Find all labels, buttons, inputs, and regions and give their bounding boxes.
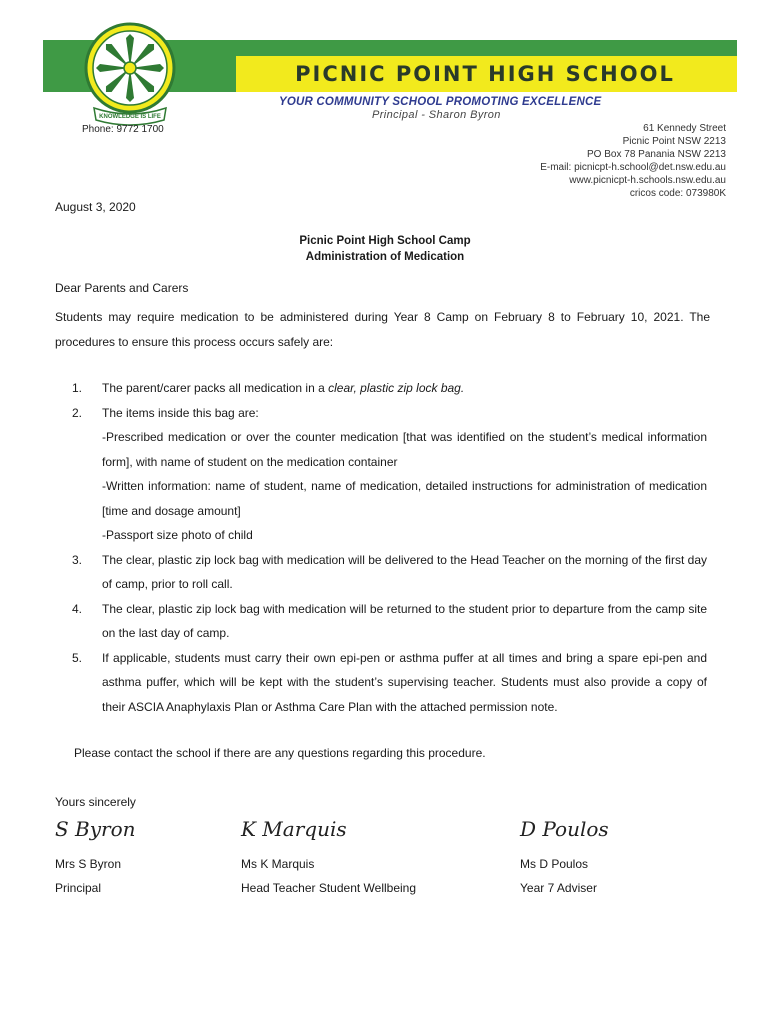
contact-paragraph: Please contact the school if there are any questions regarding this procedure. — [74, 746, 486, 760]
list-subitem: -Passport size photo of child — [102, 528, 253, 542]
list-item — [55, 597, 710, 646]
signature-byron: S Byron — [55, 817, 136, 841]
crest-motto: KNOWLEDGE IS LIFE — [99, 114, 161, 120]
school-tagline: YOUR COMMUNITY SCHOOL PROMOTING EXCELLENCE — [279, 96, 602, 108]
list-item-text — [102, 376, 707, 401]
signatory-name: Ms D Poulos — [520, 857, 589, 871]
signatory-role: Principal — [55, 881, 102, 895]
signature-marquis: K Marquis — [241, 817, 347, 841]
address-website: www.picnicpt-h.schools.nsw.edu.au — [569, 175, 726, 186]
list-item-text: If applicable, students must carry their own epi-pen or asthma puffer at all times and bring a spare epi-pen and asthma puffer, which will be kept with the student’s supervising teacher. Students must also provide a copy of their ASCIA Anaphylaxis Plan or Asthma Care Plan with the attached permission note. — [102, 650, 707, 714]
letter-title-line-2: Administration of Medication — [305, 251, 465, 263]
signatory-name: Mrs S Byron — [55, 857, 122, 871]
signatory-role: Head Teacher Student Wellbeing — [241, 881, 417, 895]
list-subitem: -Written information: name of student, name of medication, detailed instructions for administration of medication [time and dosage amount] — [102, 479, 707, 518]
list-item-text: The clear, plastic zip lock bag with medication will be delivered to the Head Teacher on the morning of the first day of camp, prior to roll call. — [102, 552, 707, 591]
school-name: PICNIC POINT HIGH SCHOOL — [295, 62, 675, 86]
signatory-role: Year 7 Adviser — [520, 881, 597, 895]
address-email: E-mail: picnicpt-h.school@det.nsw.edu.au — [540, 162, 726, 173]
list-item-number: 5. — [72, 650, 83, 665]
list-item — [55, 548, 710, 597]
list-item-number: 3. — [72, 552, 83, 567]
address-suburb: Picnic Point NSW 2213 — [622, 136, 726, 147]
list-item-number: 4. — [72, 601, 83, 616]
school-address-block — [540, 122, 726, 200]
principal-line: Principal - Sharon Byron — [372, 109, 501, 121]
signature-poulos: D Poulos — [520, 817, 609, 841]
address-po-box: PO Box 78 Panania NSW 2213 — [587, 149, 726, 160]
intro-paragraph: Students may require medication to be administered during Year 8 Camp on February 8 to February 10, 2021. The procedures to ensure this process occurs safely are: — [55, 310, 710, 349]
closing: Yours sincerely — [55, 795, 136, 809]
list-item-text: The items inside this bag are: — [102, 405, 259, 420]
list-item — [55, 376, 710, 401]
address-street: 61 Kennedy Street — [643, 123, 726, 134]
school-crest-logo — [80, 22, 180, 126]
salutation: Dear Parents and Carers — [55, 281, 189, 295]
letter-title-line-1: Picnic Point High School Camp — [299, 235, 471, 247]
address-cricos: cricos code: 073980K — [629, 188, 726, 199]
list-subitem: -Prescribed medication or over the counter medication [that was identified on the student’s medical information form], with name of student on the medication container — [102, 430, 707, 469]
letter-date: August 3, 2020 — [55, 200, 136, 214]
list-item — [55, 646, 710, 720]
letter-title — [0, 233, 770, 265]
list-item-text-italic: clear, plastic zip lock bag. — [328, 381, 465, 395]
signatory-name: Ms K Marquis — [241, 857, 315, 871]
list-item-text-plain: The parent/carer packs all medication in a — [102, 381, 329, 395]
list-item-number: 2. — [72, 405, 83, 420]
list-item-text: The clear, plastic zip lock bag with medication will be returned to the student prior to departure from the camp site on the last day of camp. — [102, 601, 707, 640]
school-phone: Phone: 9772 1700 — [82, 124, 164, 135]
procedure-list — [55, 376, 710, 719]
list-item-number: 1. — [72, 381, 83, 395]
list-item — [55, 401, 710, 426]
